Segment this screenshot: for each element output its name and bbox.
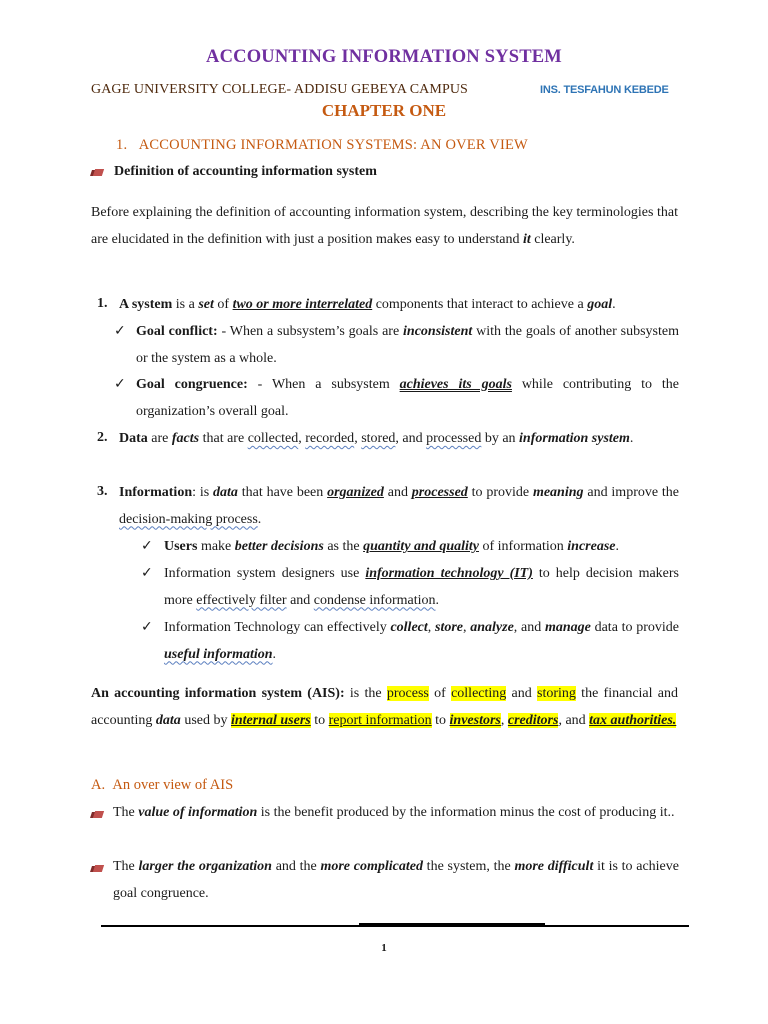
goal-conflict: Goal conflict: - When a subsystem’s goals are inconsistent with the goals of another subsystem or the system as a whole. bbox=[136, 324, 679, 366]
goal-congruence-difficulty: The larger the organization and the more complicated the system, the more difficult it is to achieve goal congruence. bbox=[113, 859, 679, 901]
document-title: ACCOUNTING INFORMATION SYSTEM bbox=[206, 47, 562, 67]
bullet-icon bbox=[91, 809, 104, 819]
checkmark-icon: ✓ bbox=[114, 323, 126, 339]
item-number: 1. bbox=[97, 296, 108, 311]
checkmark-icon: ✓ bbox=[141, 619, 153, 635]
ais-definition: An accounting information system (AIS): is the process of collecting and storing the financial and accounting data used by internal users to report information to investors, creditors, and tax authorities. bbox=[91, 686, 679, 728]
technology-line: Information Technology can effectively collect, store, analyze, and manage data to provide useful information. bbox=[164, 620, 680, 662]
intro-paragraph: Before explaining the definition of accounting information system, describing the key terminologies that are elucidated in the definition with just a position makes easy to understand it clearly. bbox=[91, 205, 678, 247]
value-of-information: The value of information is the benefit produced by the information minus the cost of producing it.. bbox=[113, 805, 675, 820]
bullet-icon bbox=[91, 863, 104, 873]
subsection-heading bbox=[91, 777, 233, 794]
data-definition: Data are facts that are collected, recorded, stored, and processed by an information system. bbox=[119, 431, 634, 446]
college-name: GAGE UNIVERSITY COLLEGE- ADDISU GEBEYA CAMPUS bbox=[91, 82, 468, 97]
item-number: 3. bbox=[97, 484, 108, 499]
designers-line: Information system designers use information technology (IT) to help decision makers more effectively filter and condense information. bbox=[164, 566, 680, 608]
information-definition: Information: is data that have been organized and processed to provide meaning and improve the decision-making process. bbox=[119, 485, 680, 527]
checkmark-icon: ✓ bbox=[141, 565, 153, 581]
item-number: 2. bbox=[97, 430, 108, 445]
footer-divider bbox=[101, 925, 689, 927]
checkmark-icon: ✓ bbox=[114, 376, 126, 392]
section-heading bbox=[116, 137, 528, 154]
checkmark-icon: ✓ bbox=[141, 538, 153, 554]
system-definition: A system is a set of two or more interrelated components that interact to achieve a goal. bbox=[119, 297, 616, 312]
instructor-name: INS. TESFAHUN KEBEDE bbox=[540, 84, 669, 96]
goal-congruence: Goal congruence: - When a subsystem achieves its goals while contributing to the organization’s overall goal. bbox=[136, 377, 680, 419]
subsection-title: An over view of AIS bbox=[112, 777, 234, 793]
section-title: ACCOUNTING INFORMATION SYSTEMS: AN OVER VIEW bbox=[138, 137, 528, 153]
page-number: 1 bbox=[381, 942, 387, 954]
section-number: 1. bbox=[116, 137, 128, 153]
definition-heading: Definition of accounting information system bbox=[114, 164, 377, 179]
users-line: Users make better decisions as the quantity and quality of information increase. bbox=[164, 539, 619, 554]
chapter-heading: CHAPTER ONE bbox=[321, 101, 447, 120]
subsection-label: A. bbox=[91, 777, 106, 793]
bullet-icon bbox=[91, 167, 104, 177]
